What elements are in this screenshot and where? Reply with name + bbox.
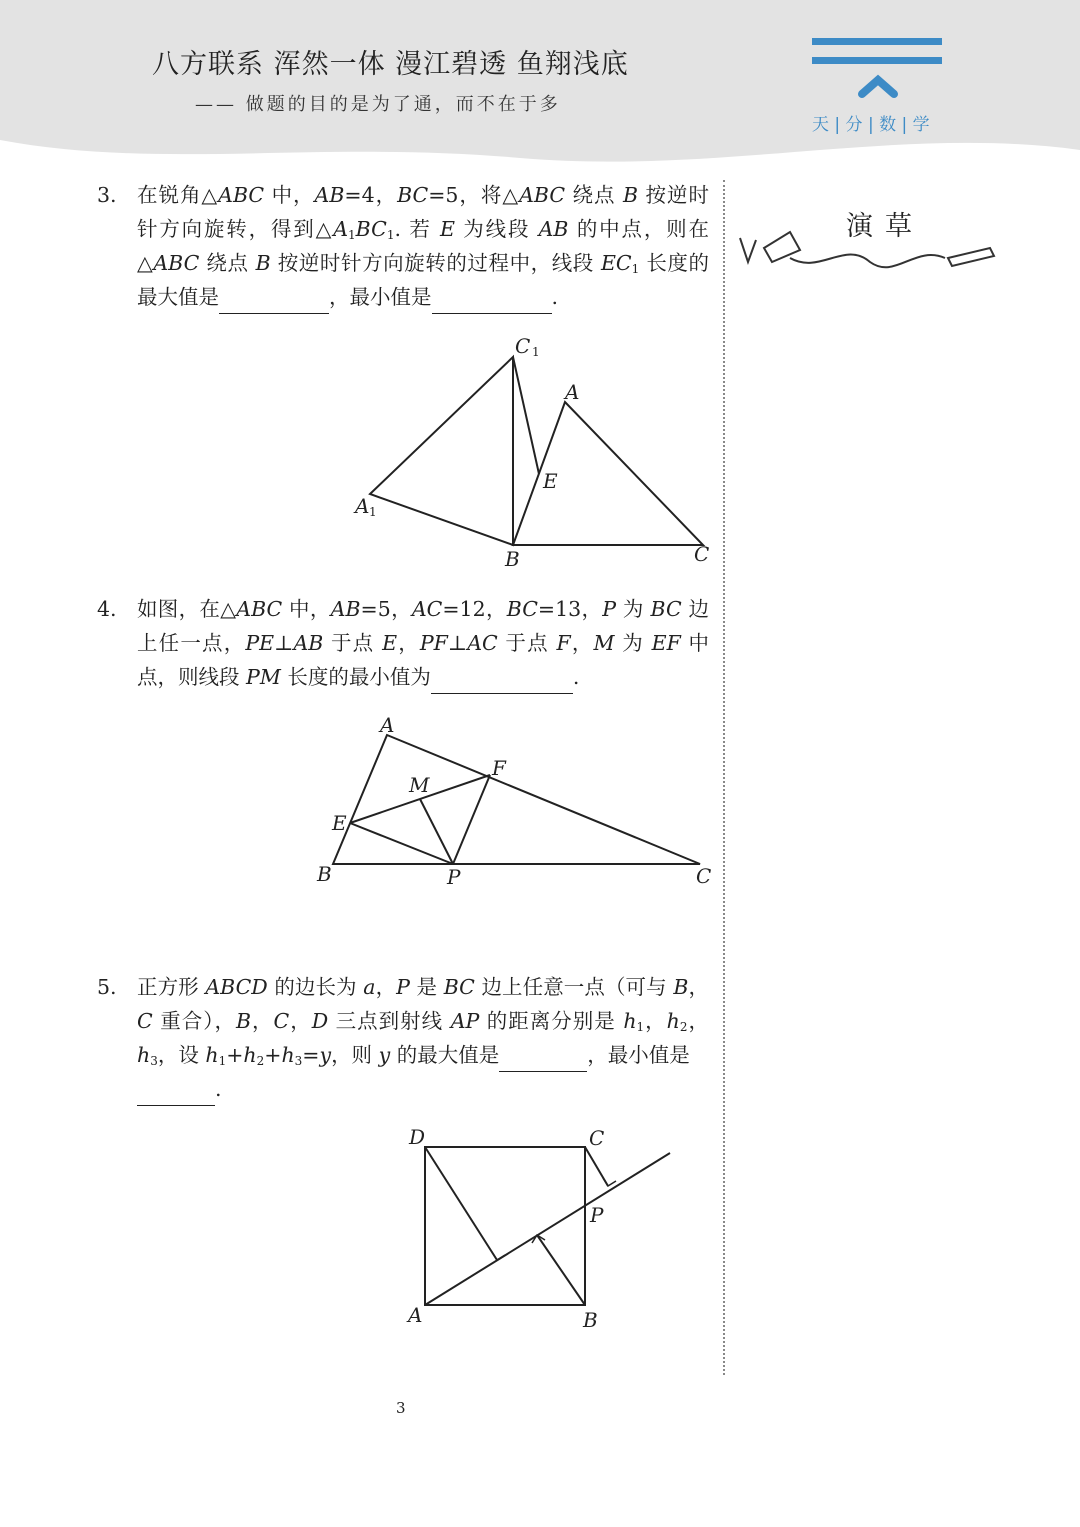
label-q5-a: A <box>408 1303 423 1327</box>
question-4 <box>97 592 709 694</box>
segment-pf <box>453 775 490 864</box>
segment-pm <box>420 799 453 864</box>
quill-left <box>740 238 756 262</box>
question-number: 5. <box>97 975 117 999</box>
triangle-abc <box>513 402 703 545</box>
column-divider <box>723 180 725 1375</box>
header-slogan: 八方联系 浑然一体 漫江碧透 鱼翔浅底 <box>152 49 629 80</box>
segment-pe <box>350 823 453 864</box>
label-q3-c1: C <box>515 334 531 358</box>
page-number: 3 <box>396 1399 406 1417</box>
label-q5-c: C <box>589 1126 605 1150</box>
figure-q3 <box>370 357 703 545</box>
figure-q5 <box>425 1147 670 1305</box>
square-abcd <box>425 1147 585 1305</box>
label-q3-a1: A <box>355 494 370 518</box>
triangle-a1bc1 <box>370 357 513 545</box>
draft-area-title: 演草 <box>846 211 924 242</box>
label-q5-b: B <box>583 1308 598 1332</box>
ray-ap <box>425 1153 670 1305</box>
label-q5-p: P <box>590 1203 604 1227</box>
right-angle-d <box>492 1252 505 1260</box>
label-q5-d: D <box>409 1125 426 1149</box>
perp-b <box>537 1235 585 1305</box>
label-q4-e: E <box>332 811 347 835</box>
label-q4-f: F <box>492 756 506 780</box>
label-q3-a1-sub: 1 <box>369 505 377 519</box>
perp-d <box>425 1147 497 1260</box>
label-q3-a: A <box>565 380 580 404</box>
label-q4-a: A <box>380 713 395 737</box>
label-q4-c: C <box>696 864 712 888</box>
label-q3-b: B <box>505 547 520 571</box>
label-q3-c: C <box>694 542 710 566</box>
question-number: 3. <box>97 183 117 207</box>
question-5 <box>97 970 709 1106</box>
triangle-abc <box>333 735 700 864</box>
question-number: 4. <box>97 597 117 621</box>
label-q4-b: B <box>317 862 332 886</box>
segment-ec1 <box>513 357 539 474</box>
right-angle-b <box>532 1235 545 1243</box>
squiggle-line <box>790 254 945 267</box>
question-text: 如图，在△ABC 中，AB=5，AC=12，BC=13，P 为 BC 边上任一点，PE⊥AB 于点 E，PF⊥AC 于点 F，M 为 EF 中点，则线段 PM 长度的最小值为 . <box>137 592 709 694</box>
figure-q4 <box>333 735 700 864</box>
pencil-icon <box>948 248 994 266</box>
label-q4-p: P <box>447 865 461 889</box>
label-q4-m: M <box>409 773 430 797</box>
header-motto: —— 做题的目的是为了通，而不在于多 <box>195 94 561 115</box>
question-text: 在锐角△ABC 中，AB=4，BC=5，将△ABC 绕点 B 按逆时针方向旋转，得到$\triangle A_1BC_1$. 若 E 为线段 AB 的中点，则在△ABC 绕点 B 按逆时针方向旋转的过程中，线段 $EC_1$ 长度的最大值是 ，最小值是 . <box>137 178 709 314</box>
brand-name: 天 | 分 | 数 | 学 <box>812 115 930 135</box>
label-q3-e: E <box>543 469 558 493</box>
label-q3-c1-sub: 1 <box>532 345 540 359</box>
paper-icon <box>764 232 800 262</box>
question-text: 正方形 ABCD 的边长为 a，P 是 BC 边上任意一点（可与 B，C 重合），B，C，D 三点到射线 AP 的距离分别是 $h_1$，$h_2$，$h_3$，设 $h_1+h_2+h_3=y$，则 y 的最大值是 ，最小值是 . <box>137 970 709 1106</box>
